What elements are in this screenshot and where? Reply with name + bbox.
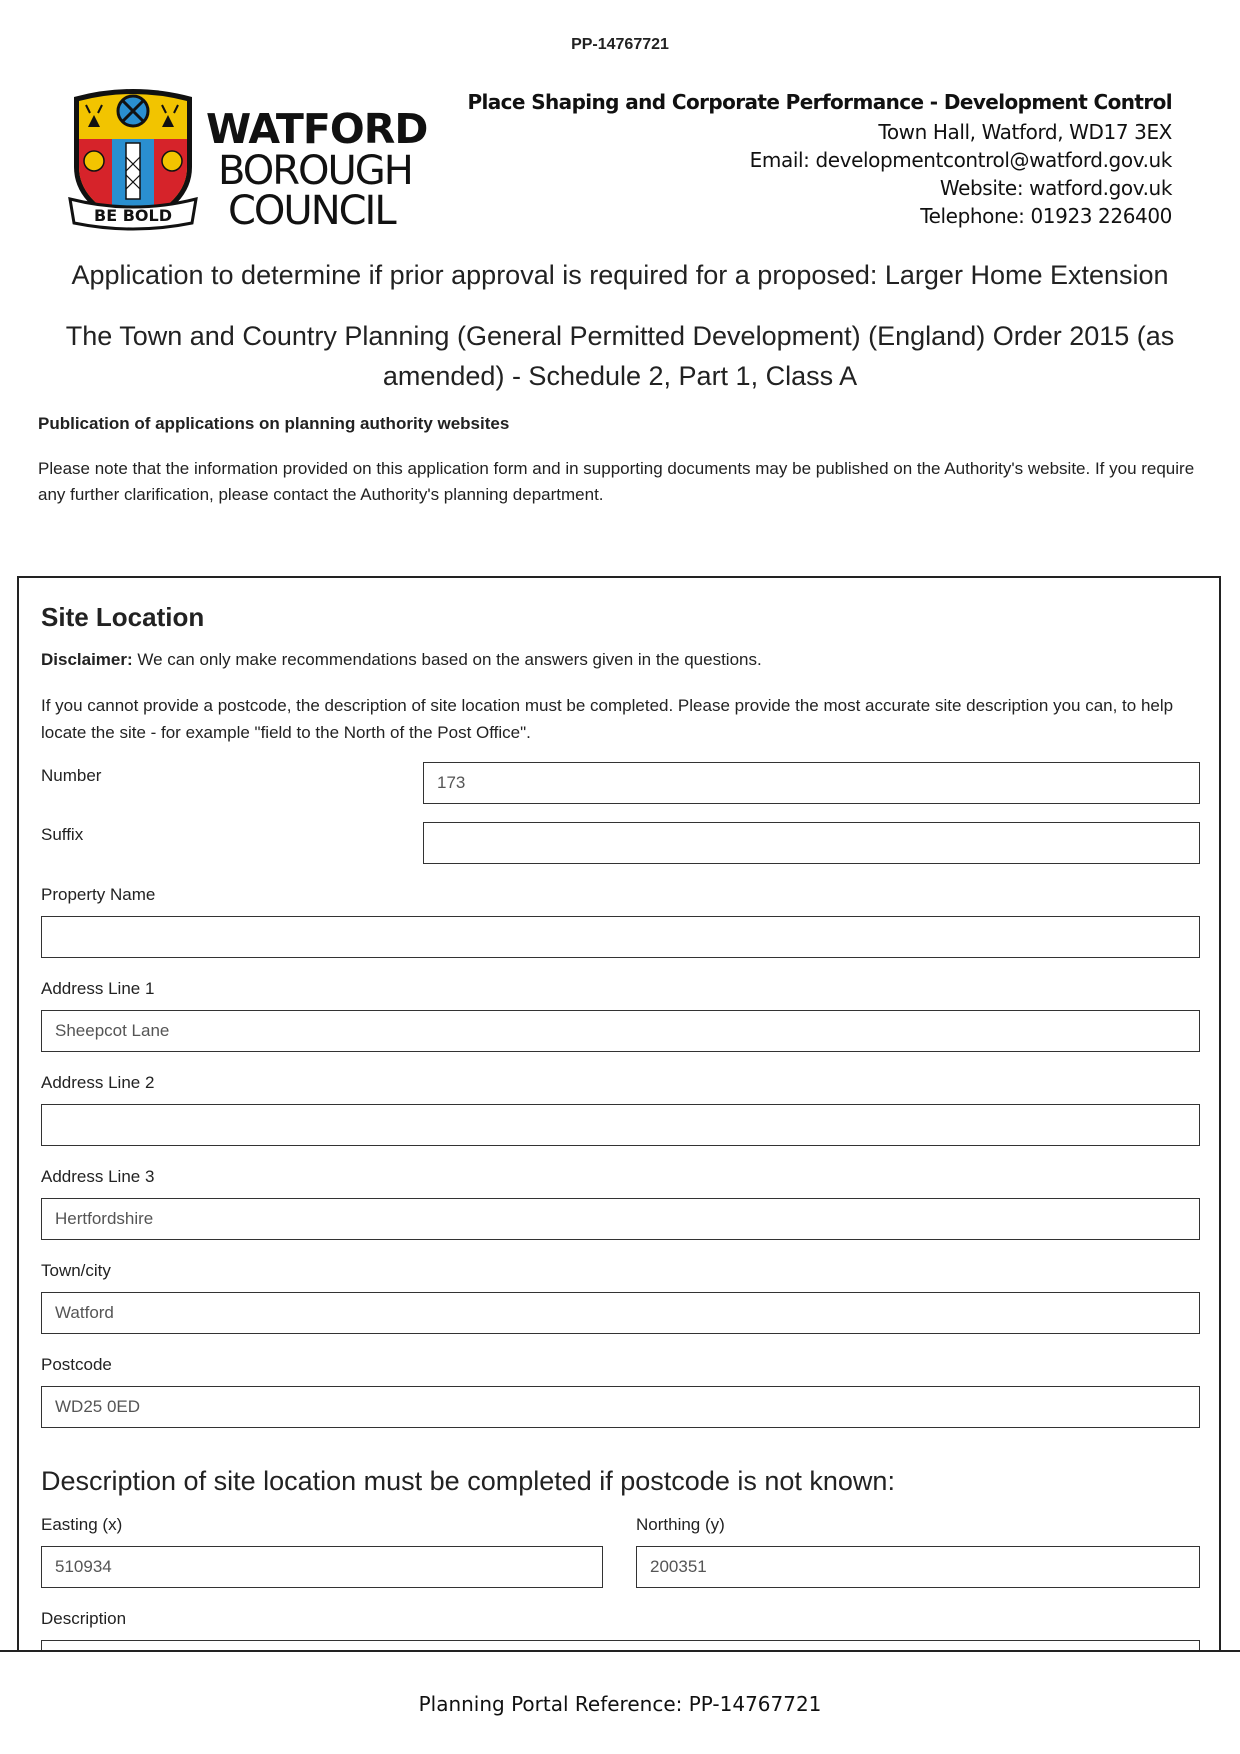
site-location-heading: Site Location: [41, 602, 205, 632]
form-subtitle: [40, 316, 1200, 396]
form-subtitle-line-1: The Town and Country Planning (General Permitted Development) (England) Order 2015 (as: [65, 321, 1175, 351]
address-line-2-field[interactable]: [41, 1104, 1200, 1146]
logo-motto: BE BOLD: [94, 206, 172, 225]
site-location-instructions: If you cannot provide a postcode, the description of site location must be completed. Please provide the most accurate site description you can, to help locate the site - for example "field to the North of the Post Office".: [41, 696, 1174, 742]
town-city-field[interactable]: Watford: [41, 1292, 1200, 1334]
council-logo: [66, 87, 426, 232]
northing-field[interactable]: 200351: [636, 1546, 1200, 1588]
address-line-2-label: Address Line 2: [41, 1073, 155, 1092]
council-contact-block: [467, 90, 1172, 230]
form-subtitle-line-2: amended) - Schedule 2, Part 1, Class A: [382, 361, 858, 391]
northing-label: Northing (y): [636, 1515, 725, 1534]
council-crest-icon: [66, 87, 201, 232]
postcode-label: Postcode: [41, 1355, 112, 1374]
address-line-3-field[interactable]: Hertfordshire: [41, 1198, 1200, 1240]
footer-reference: Planning Portal Reference: PP-14767721: [418, 1692, 822, 1716]
property-name-field[interactable]: [41, 916, 1200, 958]
easting-field[interactable]: 510934: [41, 1546, 603, 1588]
council-telephone: Telephone: 01923 226400: [920, 204, 1172, 228]
disclaimer-text: We can only make recommendations based on the answers given in the questions.: [132, 650, 762, 669]
description-label: Description: [41, 1609, 127, 1628]
address-line-1-label: Address Line 1: [41, 979, 155, 998]
property-name-label: Property Name: [41, 885, 156, 904]
postcode-field[interactable]: WD25 0ED: [41, 1386, 1200, 1428]
logo-line-3: COUNCIL: [228, 188, 395, 234]
number-field[interactable]: 173: [423, 762, 1200, 804]
address-line-1-field[interactable]: Sheepcot Lane: [41, 1010, 1200, 1052]
suffix-field[interactable]: [423, 822, 1200, 864]
number-label: Number: [41, 766, 102, 785]
easting-label: Easting (x): [41, 1515, 123, 1534]
publication-heading: Publication of applications on planning authority websites: [38, 414, 510, 433]
disclaimer-label: Disclaimer:: [41, 650, 133, 669]
reference-number: PP-14767721: [571, 36, 669, 53]
logo-wordmark: [206, 105, 428, 234]
logo-line-1: WATFORD: [206, 105, 428, 153]
suffix-label: Suffix: [41, 825, 84, 844]
form-title: Application to determine if prior approval is required for a proposed: Larger Home Extension: [71, 260, 1169, 290]
address-line-3-label: Address Line 3: [41, 1167, 155, 1186]
council-address: Town Hall, Watford, WD17 3EX: [878, 120, 1172, 144]
description-heading: Description of site location must be completed if postcode is not known:: [41, 1466, 895, 1496]
department-name: Place Shaping and Corporate Performance - Development Control: [467, 90, 1172, 114]
logo-line-2: BOROUGH: [218, 148, 412, 194]
publication-text: Please note that the information provided on this application form and in supporting documents may be published on the Authority's website. If you require any further clarification, please contact the Authority's planning department.: [38, 459, 1195, 504]
council-website: Website: watford.gov.uk: [939, 176, 1172, 200]
town-city-label: Town/city: [41, 1261, 111, 1280]
council-email: Email: developmentcontrol@watford.gov.uk: [749, 148, 1172, 172]
disclaimer: [41, 650, 762, 670]
footer-divider: [0, 1650, 1240, 1652]
